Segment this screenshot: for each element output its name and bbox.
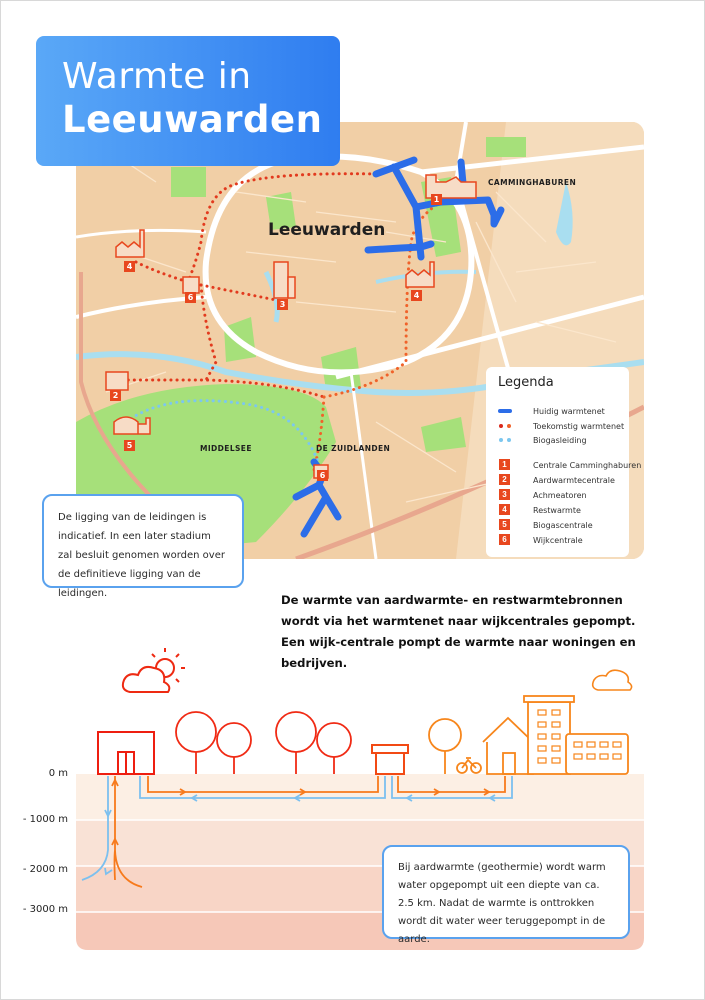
bicycle-icon — [457, 758, 481, 773]
map-marker-2[interactable]: 2 — [110, 390, 121, 401]
tree-icon — [176, 712, 216, 752]
legend-label: Wijkcentrale — [533, 535, 583, 545]
office-tower-icon — [274, 262, 288, 298]
legend-label: Centrale Camminghaburen — [533, 460, 642, 470]
depth-label-2000: - 2000 m — [22, 864, 68, 875]
legend-label: Huidig warmtenet — [533, 406, 605, 416]
house-icon — [483, 718, 533, 774]
map-marker-5[interactable]: 5 — [124, 440, 135, 451]
geothermal-plant-building — [98, 732, 154, 774]
title-banner — [36, 36, 340, 166]
intro-text: De warmte van aardwarmte- en restwarmtebronnen wordt via het warmtenet naar wijkcentrales gepompt. Een wijk-centrale pompt de warmte naar woningen en bedrijven. — [281, 593, 636, 670]
legend-label: Aardwarmtecentrale — [533, 475, 615, 485]
legend-item-4 — [498, 504, 581, 516]
map-marker-3[interactable]: 3 — [277, 299, 288, 310]
district-centre-icon — [183, 277, 199, 293]
legend-item-future-network — [498, 420, 624, 432]
legend-item-2 — [498, 474, 615, 486]
legend-item-current-network — [498, 405, 605, 417]
depth-label-0: 0 m — [48, 768, 68, 779]
tree-icon — [317, 723, 351, 757]
tree-icon — [276, 712, 316, 752]
map-legend — [486, 367, 642, 557]
number-badge: 4 — [499, 504, 510, 515]
number-badge: 2 — [499, 474, 510, 485]
park — [421, 417, 466, 452]
legend-label: Biogasleiding — [533, 435, 587, 445]
soil-layer-1 — [76, 774, 644, 820]
title-line-2: Leeuwarden — [62, 98, 323, 141]
tree-icon — [429, 719, 461, 751]
number-badge: 3 — [499, 489, 510, 500]
depth-label-3000: - 3000 m — [22, 904, 68, 915]
office-tower-icon — [288, 277, 295, 298]
park — [321, 347, 361, 390]
number-badge: 6 — [499, 534, 510, 545]
legend-label: Restwarmte — [533, 505, 581, 515]
city-label: Leeuwarden — [268, 220, 386, 240]
number-badge: 1 — [499, 459, 510, 470]
legend-label: Biogascentrale — [533, 520, 593, 530]
park — [486, 137, 526, 157]
map-marker-4[interactable]: 4 — [411, 290, 422, 301]
legend-item-5 — [498, 519, 593, 531]
solid-line-icon — [498, 409, 512, 413]
depth-label-1000: - 1000 m — [22, 814, 68, 825]
factory-icon — [406, 262, 434, 287]
factory-icon — [116, 230, 144, 257]
legend-item-biogas — [498, 434, 587, 446]
map-marker-4[interactable]: 4 — [124, 261, 135, 272]
cloud-icon — [593, 670, 632, 690]
district-label-de-zuidlanden: DE ZUIDLANDEN — [316, 444, 391, 453]
neighbourhood — [429, 696, 628, 774]
legend-label: Achmeatoren — [533, 490, 587, 500]
geothermal-info-note: Bij aardwarmte (geothermie) wordt warm water opgepompt uit een diepte van ca. 2.5 km. Nadat de warmte is onttrokken wordt dit water weer teruggepompt in de aarde. — [382, 845, 630, 939]
district-label-camminghaburen: CAMMINGHABUREN — [488, 178, 577, 187]
district-label-middelsee: MIDDELSEE — [200, 444, 252, 453]
apartment-tower-icon — [528, 702, 570, 774]
park — [171, 167, 206, 197]
dotted-line-icon — [498, 420, 512, 432]
legend-item-3 — [498, 489, 587, 501]
legend-item-6 — [498, 534, 583, 546]
dotted-line-icon — [498, 434, 512, 446]
tree-icon — [217, 723, 251, 757]
legend-title: Legenda — [498, 375, 554, 390]
map-marker-6[interactable]: 6 — [317, 470, 328, 481]
map-marker-6[interactable]: 6 — [185, 292, 196, 303]
title-line-1: Warmte in — [62, 56, 252, 97]
map-marker-1[interactable]: 1 — [431, 194, 442, 205]
number-badge: 5 — [499, 519, 510, 530]
legend-item-1 — [498, 459, 641, 471]
cloud-sun-icon — [123, 648, 185, 692]
geothermal-plant-icon — [106, 372, 128, 390]
legend-label: Toekomstig warmtenet — [533, 421, 625, 431]
district-centre-building — [372, 745, 408, 774]
map-disclaimer-note: De ligging van de leidingen is indicatief. In een later stadium zal besluit genomen worden over de definitieve ligging van de leidingen. — [42, 494, 244, 588]
trees — [176, 712, 351, 774]
